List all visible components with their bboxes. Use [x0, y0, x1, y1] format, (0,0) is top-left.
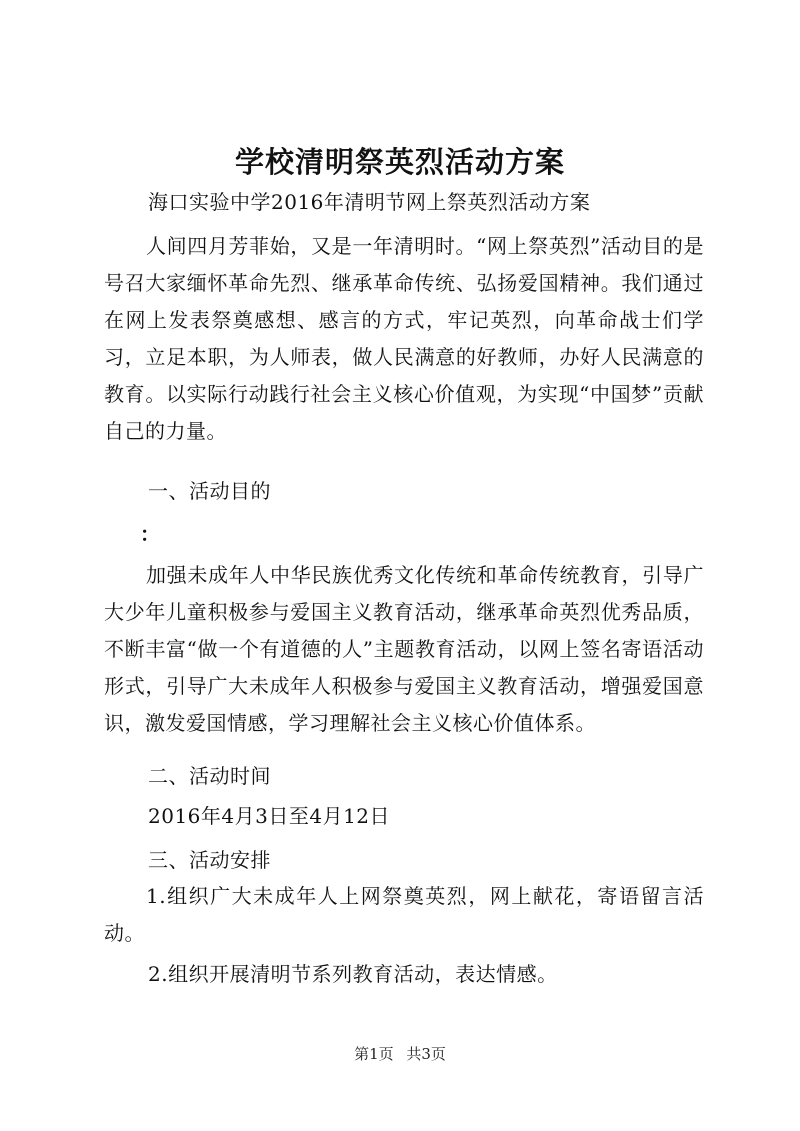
page-number-current: 第1页 [354, 1045, 394, 1063]
section2-body: 2016年4月3日至4月12日 [148, 804, 391, 828]
section3-heading: 三、活动安排 [148, 848, 271, 872]
intro-paragraph-block [104, 228, 704, 450]
section1-colon: ： [140, 522, 161, 546]
section1-heading: 一、活动目的 [148, 479, 271, 503]
page-number-total: 共3页 [406, 1045, 446, 1063]
document-title: 学校清明祭英烈活动方案 [234, 145, 565, 179]
item1-block [104, 878, 704, 952]
arrangement-item-1: 1.组织广大未成年人上网祭奠英烈，网上献花，寄语留言活动。 [104, 884, 704, 945]
section2-heading: 二、活动时间 [148, 764, 271, 788]
section1-body-block [104, 557, 704, 742]
arrangement-item-2: 2.组织开展清明节系列教育活动，表达情感。 [148, 962, 558, 986]
section1-body: 加强未成年人中华民族优秀文化传统和革命传统教育，引导广大少年儿童积极参与爱国主义教育活动，继承革命英烈优秀品质，不断丰富“做一个有道德的人”主题教育活动，以网上签名寄语活动形式，引导广大未成年人积极参与爱国主义教育活动，增强爱国意识，激发爱国情感，学习理解社会主义核心价值体系。 [104, 563, 704, 735]
page-footer [0, 1044, 800, 1064]
document-subtitle: 海口实验中学2016年清明节网上祭英烈活动方案 [148, 190, 591, 214]
intro-paragraph: 人间四月芳菲始，又是一年清明时。“网上祭英烈”活动目的是号召大家缅怀革命先烈、继承革命传统、弘扬爱国精神。我们通过在网上发表祭奠感想、感言的方式，牢记英烈，向革命战士们学习，立足本职，为人师表，做人民满意的好教师，办好人民满意的教育。以实际行动践行社会主义核心价值观，为实现“中国梦”贡献自己的力量。 [104, 234, 704, 443]
